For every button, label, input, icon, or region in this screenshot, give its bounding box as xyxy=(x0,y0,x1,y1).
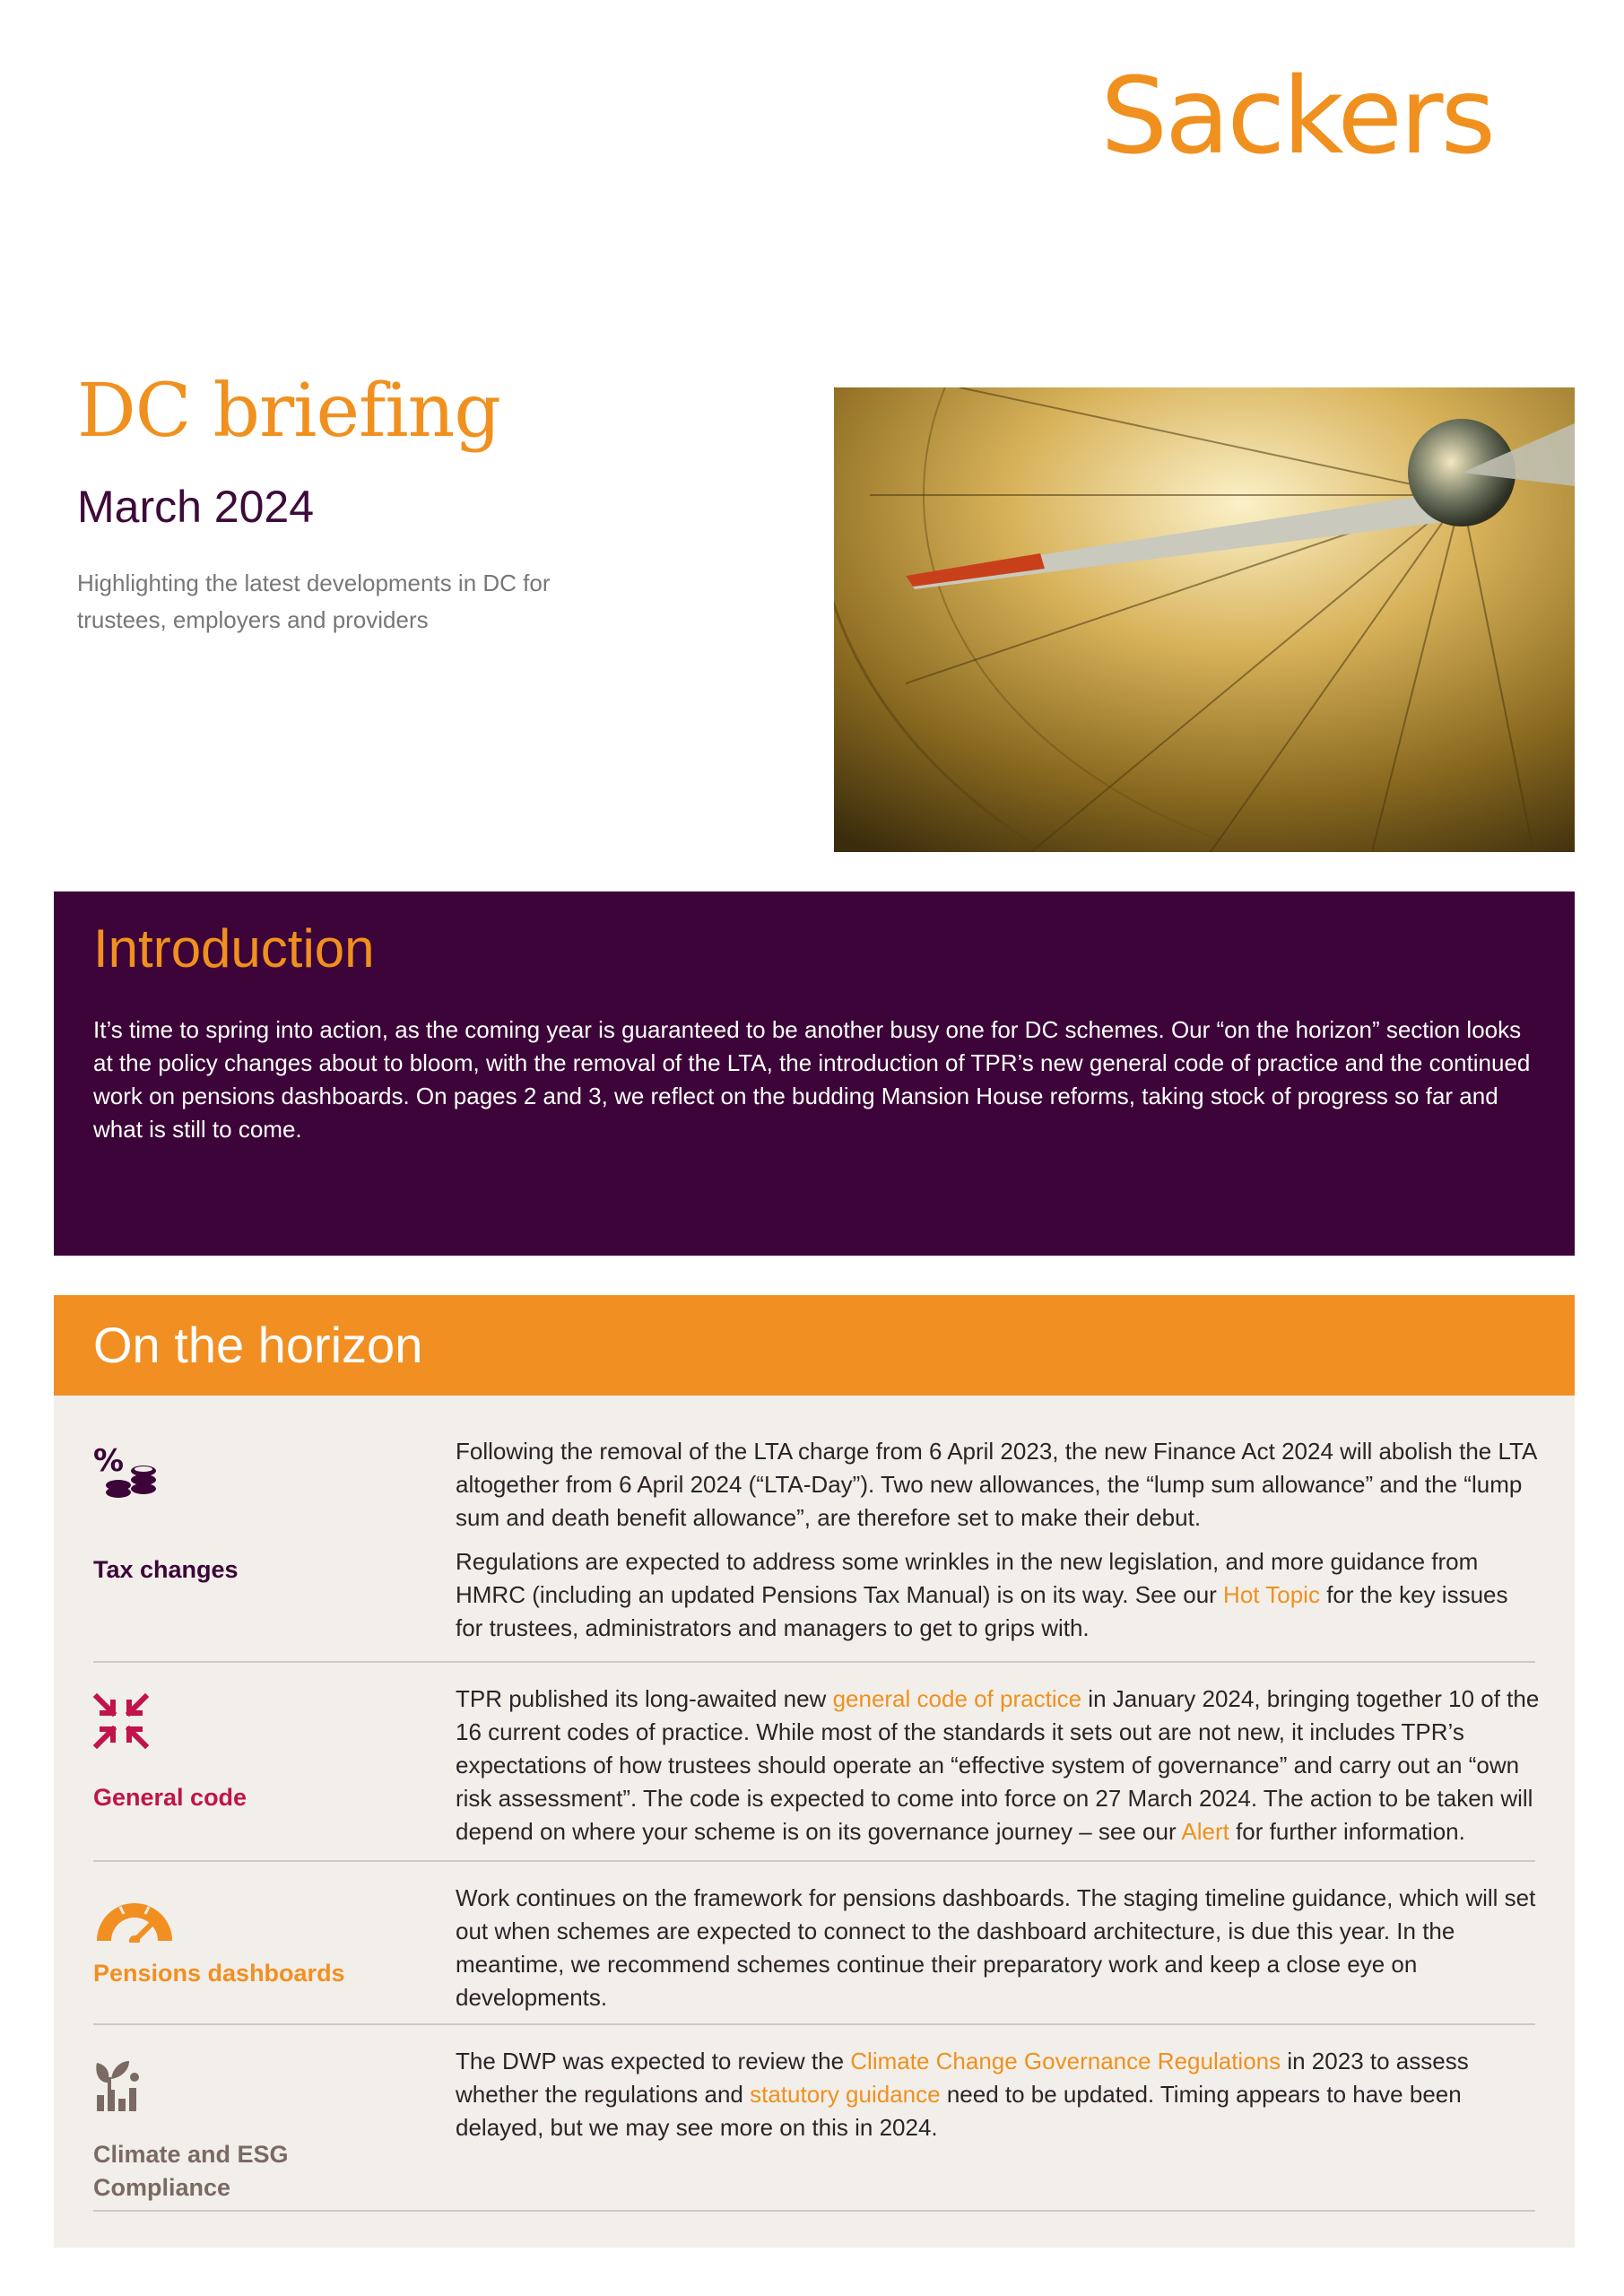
general-code-para-1-b: in January 2024, bringing together 10 of the 16 current codes of practice. While most of the standards it sets out are not new, it includes TPR’s expectations of how trustees should operate an “effective system of governance” and carry out an “own risk assessment”. The code is expected to come into force on 27 March 2024. The action to be taken will depend on where your scheme is on its governance journey – see our xyxy=(456,1685,1540,1845)
horizon-heading: On the horizon xyxy=(93,1317,423,1373)
general-code-of-practice-link[interactable]: general code of practice xyxy=(832,1685,1082,1712)
tax-changes-para-1: Following the removal of the LTA charge from 6 April 2023, the new Finance Act 2024 will abolish the LTA altogether from 6 April 2024 (“LTA-Day”). Two new allowances, the “lump sum allowance” and the “lump sum and death benefit allowance”, are therefore set to make their debut. xyxy=(456,1438,1536,1531)
general-code-text xyxy=(456,1683,1541,1859)
hot-topic-link[interactable]: Hot Topic xyxy=(1223,1581,1320,1608)
tax-changes-para-2 xyxy=(456,1545,1541,1645)
subtitle: Highlighting the latest developments in DC for trustees, employers and providers xyxy=(77,570,551,633)
introduction-heading: Introduction xyxy=(93,918,375,978)
tax-changes-text xyxy=(456,1435,1541,1656)
page-title: DC briefing xyxy=(77,369,500,454)
issue-date: March 2024 xyxy=(77,482,315,532)
sackers-logo: Sackers xyxy=(1100,54,1493,178)
svg-text:%: % xyxy=(93,1444,125,1479)
tax-changes-para-2-a: Regulations are expected to address some wrinkles in the new legislation, and more guidance from HMRC (including an updated Pensions Tax Manual) is on its way. See our xyxy=(456,1548,1479,1608)
tax-changes-label: Tax changes xyxy=(93,1556,239,1583)
percent-coins-icon xyxy=(93,1444,165,1504)
climate-esg-para-1-b: in 2023 to assess whether the regulations and xyxy=(456,2048,1469,2108)
tax-changes-para-2-b: for the key issues for trustees, administrators and managers to get to grips with. xyxy=(456,1581,1508,1641)
climate-esg-label: Climate and ESG Compliance xyxy=(93,2141,289,2201)
general-code-para-1 xyxy=(456,1683,1541,1848)
horizon-row-tax xyxy=(93,1435,1535,1663)
general-code-para-1-a: TPR published its long-awaited new xyxy=(456,1685,833,1712)
introduction-body: It’s time to spring into action, as the coming year is guaranteed to be another busy one for DC schemes. Our “on the horizon” section looks at the policy changes about to bloom, with the removal of the LTA, the introduction of TPR’s new general code of practice and the continued work on pensions dashboards. On pages 2 and 3, we reflect on the budding Mansion House reforms, taking stock of progress so far and what is still to come. xyxy=(93,1016,1531,1143)
general-code-label: General code xyxy=(93,1784,248,1811)
climate-esg-text xyxy=(456,2045,1541,2155)
climate-esg-para-1-a: The DWP was expected to review the xyxy=(456,2048,851,2074)
pensions-dashboards-text xyxy=(456,1882,1541,2025)
alert-link[interactable]: Alert xyxy=(1181,1818,1229,1845)
pensions-dashboards-para-1: Work continues on the framework for pensions dashboards. The staging timeline guidance, which will set out when schemes are expected to connect to the dashboard architecture, is due this year. In the meantime, we recommend schemes continue their preparatory work and keep a close eye on developments. xyxy=(456,1884,1536,2011)
gauge-icon xyxy=(93,1900,176,1947)
horizon-header xyxy=(54,1295,1575,1396)
compass-photo xyxy=(834,387,1575,852)
climate-change-regulations-link[interactable]: Climate Change Governance Regulations xyxy=(850,2048,1281,2074)
horizon-row-general-code xyxy=(93,1683,1540,1862)
horizon-row-dashboards xyxy=(93,1882,1535,2025)
pensions-dashboards-label: Pensions dashboards xyxy=(93,1960,345,1987)
plant-chart-icon xyxy=(93,2056,143,2118)
climate-esg-para-1 xyxy=(456,2045,1541,2144)
horizon-panel xyxy=(54,1396,1575,2248)
horizon-row-climate xyxy=(93,2045,1535,2212)
arrows-inward-icon xyxy=(93,1693,149,1753)
climate-esg-para-1-c: need to be updated. Timing appears to have been delayed, but we may see more on this in 2024. xyxy=(456,2081,1462,2141)
general-code-para-1-c: for further information. xyxy=(1229,1818,1465,1845)
introduction-panel xyxy=(54,891,1575,1256)
statutory-guidance-link[interactable]: statutory guidance xyxy=(750,2081,941,2108)
